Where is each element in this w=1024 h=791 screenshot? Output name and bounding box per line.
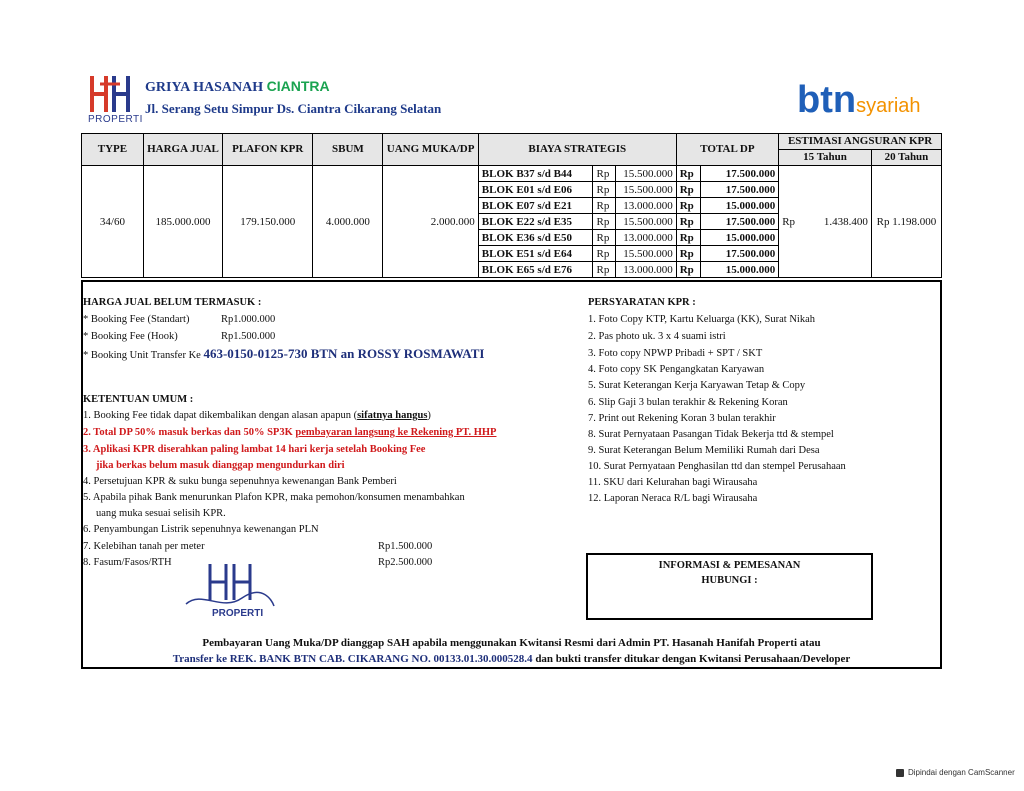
persyaratan-item: 10. Surat Pernyataan Penghasilan ttd dan stempel Perusahaan	[588, 461, 846, 472]
btn-logo-sub: syariah	[856, 95, 921, 117]
ketentuan-item-2	[83, 426, 496, 439]
transfer-line	[83, 347, 484, 362]
cell-biaya: 15.500.000	[615, 166, 676, 182]
cell-sbum: 4.000.000	[313, 166, 383, 278]
persyaratan-item: 11. SKU dari Kelurahan bagi Wirausaha	[588, 477, 758, 488]
persyaratan-item: 4. Foto copy SK Pengangkatan Karyawan	[588, 364, 765, 375]
cell-total: 17.500.000	[701, 166, 779, 182]
cell-currency: Rp	[593, 246, 615, 262]
cell-total: 15.000.000	[701, 198, 779, 214]
fee-hook-value: Rp1.500.000	[221, 331, 276, 342]
cell-blok: BLOK E36 s/d E50	[478, 230, 593, 246]
ketentuan-item-2a: 2. Total DP 50% masuk berkas dan 50% SP3K	[83, 427, 296, 438]
ketentuan-item-3b: jika berkas belum masuk dianggap mengundurkan diri	[96, 460, 345, 471]
ketentuan-item-3a: 3. Aplikasi KPR diserahkan paling lambat 14 hari kerja setelah Booking Fee	[83, 444, 426, 455]
cell-type: 34/60	[82, 166, 144, 278]
btn-logo-main: btn	[797, 79, 857, 121]
cell-biaya: 15.500.000	[615, 246, 676, 262]
col-estimasi-header: ESTIMASI ANGSURAN KPR	[779, 134, 942, 150]
persyaratan-title: PERSYARATAN KPR :	[588, 297, 696, 308]
ketentuan-item-7-value: Rp1.500.000	[378, 541, 433, 552]
cell-currency: Rp	[676, 182, 700, 198]
cell-currency: Rp	[676, 198, 700, 214]
persyaratan-item: 8. Surat Pernyataan Pasangan Tidak Bekerja ttd & stempel	[588, 429, 834, 440]
ketentuan-item-8-label: 8. Fasum/Fasos/RTH	[83, 557, 172, 568]
ketentuan-item-8-value: Rp2.500.000	[378, 557, 433, 568]
cell-currency: Rp	[593, 198, 615, 214]
transfer-label: * Booking Unit Transfer Ke	[83, 350, 201, 361]
col-harga-header: HARGA JUAL	[143, 134, 222, 166]
info-title: INFORMASI & PEMESANAN	[658, 560, 801, 571]
persyaratan-item: 9. Surat Keterangan Belum Memiliki Rumah dari Desa	[588, 445, 820, 456]
footer-line-2b: dan bukti transfer ditukar dengan Kwitansi Perusahaan/Developer	[532, 653, 851, 665]
persyaratan-item: 3. Foto copy NPWP Pribadi + SPT / SKT	[588, 348, 763, 359]
cell-total: 17.500.000	[701, 246, 779, 262]
footer-bank-account: Transfer ke REK. BANK BTN CAB. CIKARANG NO. 00133.01.30.000528.4	[172, 653, 533, 665]
cell-currency: Rp	[593, 182, 615, 198]
camscanner-text: Dipindai dengan CamScanner	[908, 768, 1015, 777]
cell-blok: BLOK E65 s/d E76	[478, 262, 593, 278]
col-biaya-header: BIAYA STRATEGIS	[478, 134, 676, 166]
persyaratan-item: 12. Laporan Neraca R/L bagi Wirausaha	[588, 493, 758, 504]
ketentuan-item-6: 6. Penyambungan Listrik sepenuhnya kewenangan PLN	[83, 524, 319, 535]
brand-main: GRIYA HASANAH	[145, 80, 264, 95]
fee-standart-label: * Booking Fee (Standart)	[83, 314, 190, 325]
cell-currency: Rp	[676, 262, 700, 278]
col-totaldp-header: TOTAL DP	[676, 134, 778, 166]
ketentuan-item-5a: 5. Apabila pihak Bank menurunkan Plafon KPR, maka pemohon/konsumen menambahkan	[83, 492, 465, 503]
cell-angsuran-20: Rp 1.198.000	[871, 166, 941, 278]
ketentuan-item-1b: sifatnya hangus	[357, 410, 428, 421]
info-box	[586, 553, 873, 620]
cell-angsuran-15: 1.438.400	[798, 166, 871, 278]
col-20tahun-header: 20 Tahun	[871, 150, 941, 166]
col-15tahun-header: 15 Tahun	[779, 150, 872, 166]
cell-currency: Rp	[593, 230, 615, 246]
harga-jual-title: HARGA JUAL BELUM TERMASUK :	[83, 297, 262, 308]
ketentuan-title: KETENTUAN UMUM :	[83, 394, 194, 405]
address: Jl. Serang Setu Simpur Ds. Ciantra Cikarang Selatan	[145, 101, 442, 116]
cell-uangmuka: 2.000.000	[383, 166, 478, 278]
cell-currency: Rp	[676, 166, 700, 182]
cell-blok: BLOK E07 s/d E21	[478, 198, 593, 214]
brand-title	[145, 78, 330, 96]
persyaratan-item: 6. Slip Gaji 3 bulan terakhir & Rekening Koran	[588, 397, 788, 408]
col-sbum-header: SBUM	[313, 134, 383, 166]
fee-standart-value: Rp1.000.000	[221, 314, 276, 325]
transfer-account: 463-0150-0125-730 BTN an ROSSY ROSMAWATI	[203, 346, 485, 361]
cell-currency: Rp	[593, 166, 615, 182]
camscanner-icon	[896, 769, 904, 777]
cell-blok: BLOK E22 s/d E35	[478, 214, 593, 230]
cell-biaya: 13.000.000	[615, 198, 676, 214]
ketentuan-item-1	[83, 409, 431, 422]
ketentuan-item-5b: uang muka sesuai selisih KPR.	[96, 508, 226, 519]
cell-biaya: 15.500.000	[615, 214, 676, 230]
cell-blok: BLOK B37 s/d B44	[478, 166, 593, 182]
cell-currency: Rp	[676, 214, 700, 230]
cell-total: 15.000.000	[701, 230, 779, 246]
ketentuan-item-4: 4. Persetujuan KPR & suku bunga sepenuhnya kewenangan Bank Pemberi	[83, 476, 397, 487]
cell-currency: Rp	[593, 262, 615, 278]
cell-harga: 185.000.000	[143, 166, 222, 278]
footer-line-2	[81, 653, 942, 666]
cell-currency: Rp	[593, 214, 615, 230]
cell-total: 17.500.000	[701, 214, 779, 230]
logo-subtitle: PROPERTI	[88, 114, 143, 125]
cell-blok: BLOK E51 s/d E64	[478, 246, 593, 262]
company-stamp-icon	[182, 560, 278, 620]
cell-total: 15.000.000	[701, 262, 779, 278]
cell-currency: Rp	[676, 246, 700, 262]
cell-biaya: 15.500.000	[615, 182, 676, 198]
cell-currency: Rp	[676, 230, 700, 246]
table-row	[82, 166, 942, 182]
stamp-text: PROPERTI	[212, 608, 264, 619]
ketentuan-item-2b: pembayaran langsung ke Rekening PT. HHP	[295, 427, 497, 438]
ketentuan-item-1a: 1. Booking Fee tidak dapat dikembalikan dengan alasan apapun (	[83, 410, 358, 421]
brand-accent: CIANTRA	[266, 78, 330, 94]
ketentuan-item-1c: )	[427, 410, 431, 421]
cell-biaya: 13.000.000	[615, 262, 676, 278]
col-type-header: TYPE	[82, 134, 144, 166]
cell-blok: BLOK E01 s/d E06	[478, 182, 593, 198]
persyaratan-item: 2. Pas photo uk. 3 x 4 suami istri	[588, 331, 726, 342]
ketentuan-item-7-label: 7. Kelebihan tanah per meter	[83, 541, 205, 552]
col-plafon-header: PLAFON KPR	[223, 134, 313, 166]
fee-hook-label: * Booking Fee (Hook)	[83, 331, 178, 342]
col-uangmuka-header: UANG MUKA/DP	[383, 134, 478, 166]
persyaratan-item: 7. Print out Rekening Koran 3 bulan terakhir	[588, 413, 776, 424]
cell-plafon: 179.150.000	[223, 166, 313, 278]
persyaratan-item: 5. Surat Keterangan Kerja Karyawan Tetap & Copy	[588, 380, 806, 391]
camscanner-watermark	[896, 768, 1015, 777]
footer-line-1: Pembayaran Uang Muka/DP dianggap SAH apabila menggunakan Kwitansi Resmi dari Admin PT. Hasanah Hanifah Properti atau	[202, 637, 821, 649]
cell-currency: Rp	[779, 166, 799, 278]
info-subtitle: HUBUNGI :	[701, 575, 758, 586]
persyaratan-item: 1. Foto Copy KTP, Kartu Keluarga (KK), Surat Nikah	[588, 314, 815, 325]
cell-biaya: 13.000.000	[615, 230, 676, 246]
btn-syariah-logo	[797, 80, 937, 126]
hh-logo-icon	[88, 72, 134, 118]
cell-total: 17.500.000	[701, 182, 779, 198]
price-table	[81, 133, 942, 278]
